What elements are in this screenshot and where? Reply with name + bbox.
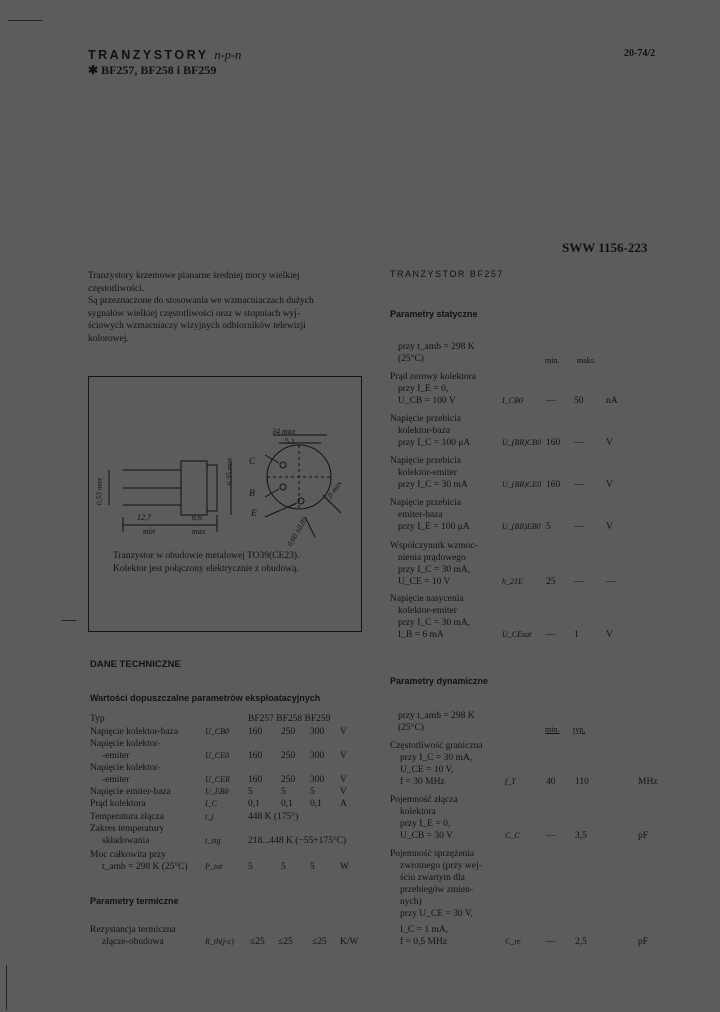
static-param-line: emiter-baza <box>398 510 443 520</box>
static-unit: V <box>606 522 613 532</box>
static-min: 160 <box>546 438 561 448</box>
limit-unit: A <box>340 799 347 809</box>
static-param-line: Prąd zerowy kolektora <box>390 372 476 382</box>
dim-127: 12,7 <box>137 513 151 522</box>
dynamic-param-line: U_CE = 10 V, <box>400 765 454 775</box>
dynamic-unit: pF <box>638 937 649 947</box>
static-max: — <box>574 577 584 587</box>
thermal-value-1: ≤25 <box>250 937 265 947</box>
dynamic-param-line: kolektora <box>400 807 436 817</box>
static-param-line: kolektor-baza <box>398 426 451 436</box>
dim-34max: 34 max <box>272 427 296 436</box>
pin-label-e: E <box>251 509 257 519</box>
static-max: 50 <box>574 396 584 406</box>
static-min: 5 <box>546 522 551 532</box>
limit-value-1: 5 <box>248 862 253 872</box>
limit-value-3: 300 <box>310 751 325 761</box>
dynamic-param-line: przy U_CE = 30 V, <box>400 909 473 919</box>
static-max: — <box>574 438 584 448</box>
norm-number: SWW 1156-223 <box>562 240 648 255</box>
limit-unit: V <box>340 727 347 737</box>
crop-mark-mid <box>62 620 76 621</box>
limit-name: Napięcie kolektor- <box>90 739 161 749</box>
static-min: 25 <box>546 577 556 587</box>
limit-name-cont: składowania <box>102 836 150 846</box>
limit-unit: V <box>340 775 347 785</box>
dynamic-param-line: ściu zwartym dla <box>400 873 465 883</box>
right-header: TRANZYSTOR BF257 <box>390 269 504 279</box>
static-param-line: przy I_E = 100 μA <box>398 522 470 532</box>
static-symbol: U_(BR)CB0 <box>502 438 542 447</box>
dynamic-param-line: Pojemność złącza <box>390 795 458 805</box>
limit-name: Napięcie emiter-baza <box>90 787 171 797</box>
types-header: Typ <box>90 714 105 724</box>
dynamic-min: — <box>546 937 556 947</box>
figure-box <box>88 376 362 632</box>
thermal-label-2: złącze-obudowa <box>102 937 164 947</box>
static-symbol: U_(BR)CE0 <box>502 480 542 489</box>
static-min: — <box>546 630 556 640</box>
static-param-line: przy I_C = 30 mA, <box>398 565 471 575</box>
limit-name: Prąd kolektora <box>90 799 146 809</box>
dynamic-param-line: f = 30 MHz <box>400 777 445 787</box>
static-unit: nA <box>606 396 618 406</box>
static-unit: — <box>606 577 616 587</box>
thermal-unit: K/W <box>340 937 359 947</box>
limit-unit: V <box>340 787 347 797</box>
limit-symbol: U_EB0 <box>205 787 229 796</box>
static-param-line: przy I_C = 100 μA <box>398 438 471 448</box>
pin-label-c: C <box>249 457 256 467</box>
dynamic-min: — <box>546 831 556 841</box>
limit-value-1: 160 <box>248 751 263 761</box>
dynamic-symbol: f_T <box>505 777 516 786</box>
limit-value-1: 0,1 <box>248 799 260 809</box>
dynamic-unit: pF <box>638 831 649 841</box>
static-unit: V <box>606 630 613 640</box>
limit-symbol: t_stg <box>205 836 221 845</box>
limit-symbol: U_CER <box>205 775 230 784</box>
dynamic-unit: MHz <box>638 777 658 787</box>
static-unit: V <box>606 480 613 490</box>
limit-name: Napięcie kolektor-baza <box>90 727 179 737</box>
dynamic-param-line: przy I_E = 0, <box>400 819 451 829</box>
static-param-line: przy I_C = 30 mA, <box>398 618 471 628</box>
static-cond-2: (25°C) <box>398 354 424 364</box>
limit-value-1: 448 K (175°) <box>248 812 299 822</box>
dynamic-param-line: Częstotliwość graniczna <box>390 741 483 751</box>
limit-symbol: P_tot <box>205 862 223 871</box>
dim-diag: 0,60 ±0,05 <box>285 515 310 548</box>
limit-name-cont: -emiter <box>102 775 130 785</box>
thermal-label-1: Rezystancja termiczna <box>90 925 176 935</box>
limit-value-3: 5 <box>310 862 315 872</box>
limit-value-2: 250 <box>281 727 296 737</box>
dynamic-extra-1: I_C = 1 mA, <box>400 925 449 935</box>
static-param-line: I_B = 6 mA <box>398 630 444 640</box>
dynamic-param-line: przebiegów zmien- <box>400 885 474 895</box>
static-max: — <box>574 522 584 532</box>
intro-line: częstotliwości. <box>88 283 145 294</box>
limits-title: Wartości dopuszczalne parametrów eksploatacyjnych <box>90 693 321 703</box>
star-icon: ✱ <box>88 63 99 77</box>
intro-line: Tranzystory krzemowe planarne średniej mocy wielkiej <box>88 271 300 281</box>
limit-value-3: 300 <box>310 775 325 785</box>
dynamic-symbol: C_re <box>505 937 521 946</box>
intro-line: kolorowej. <box>88 333 129 344</box>
static-min: — <box>546 396 556 406</box>
static-symbol: U_CEsat <box>502 630 532 639</box>
limit-value-2: 0,1 <box>281 799 293 809</box>
crop-mark-left <box>6 965 7 1010</box>
page-subtitle: ✱ BF257, BF258 i BF259 <box>88 63 217 77</box>
pin-label-b: B <box>249 489 255 499</box>
dynamic-col-min: min. <box>545 725 560 734</box>
figure-caption-2: Kolektor jest połączony elektrycznie z obudową. <box>113 564 299 574</box>
limit-symbol: I_C <box>205 799 217 808</box>
doc-code: 20-74/2 <box>624 48 656 59</box>
static-symbol: I_CB0 <box>502 396 523 405</box>
limit-value-2: 250 <box>281 775 296 785</box>
limit-name: Temperatura złącza <box>90 812 164 822</box>
static-unit: V <box>606 438 613 448</box>
types-list: BF257 BF258 BF259 <box>248 714 331 724</box>
limit-unit: W <box>340 862 349 872</box>
static-param-line: przy I_E = 0, <box>398 384 449 394</box>
dim-min: min <box>143 527 155 536</box>
dynamic-extra-2: f = 0,5 MHz <box>400 937 448 947</box>
page-title: TRANZYSTORY n-p-n <box>88 48 242 62</box>
static-param-line: kolektor-emiter <box>398 468 457 478</box>
limit-value-2: 5 <box>281 787 286 797</box>
static-max: — <box>574 480 584 490</box>
package-drawing <box>89 417 361 587</box>
dynamic-col-typ: typ. <box>573 725 586 734</box>
static-col-max: maks. <box>577 356 596 365</box>
dynamic-typ: 110 <box>575 777 589 787</box>
limit-value-2: 250 <box>281 751 296 761</box>
static-param-line: przy I_C = 30 mA <box>398 480 468 490</box>
limit-value-2: 5 <box>281 862 286 872</box>
limit-symbol: U_CB0 <box>205 727 229 736</box>
intro-line: ściowych wzmacniaczy wizyjnych odbiorników telewizji <box>88 321 306 331</box>
static-param-line: nienia prądowego <box>398 553 466 563</box>
limit-symbol: t_j <box>205 812 214 821</box>
dynamic-cond-1: przy t_amb = 298 K <box>398 711 475 721</box>
dynamic-param-line: Pojemność sprzężenia <box>390 849 475 859</box>
static-param-line: Napięcie przebicia <box>390 414 461 424</box>
thermal-symbol: R_th(j-c) <box>205 937 234 946</box>
limit-value-1: 160 <box>248 775 263 785</box>
limit-value-1: 218...448 K (−55+175°C) <box>248 836 347 846</box>
static-cond-1: przy t_amb = 298 K <box>398 342 475 352</box>
dim-45: 1,0 max <box>322 479 344 504</box>
limit-unit: V <box>340 751 347 761</box>
dynamic-param-line: zwrotnego (przy wej- <box>400 861 482 871</box>
static-param-line: Napięcie przebicia <box>390 456 461 466</box>
static-param-line: Napięcie przebicia <box>390 498 461 508</box>
dynamic-cond-2: (25°C) <box>398 723 424 733</box>
dim-max: max <box>192 527 206 536</box>
section-title-technical: DANE TECHNICZNE <box>90 659 181 670</box>
dynamic-symbol: C_C <box>505 831 520 840</box>
crop-mark-top <box>8 20 42 21</box>
static-min: 160 <box>546 480 561 490</box>
static-param-line: U_CB = 100 V <box>398 396 456 406</box>
thermal-title: Parametry termiczne <box>90 896 179 906</box>
limit-value-3: 5 <box>310 787 315 797</box>
dynamic-typ: 3,5 <box>575 831 587 841</box>
limit-name: Napięcie kolektor- <box>90 763 161 773</box>
intro-line: Są przeznaczone do stosowania we wzmacniaczach dużych <box>88 296 314 306</box>
limit-name: Zakres temperatury <box>90 824 165 834</box>
static-symbol: U_(BR)EB0 <box>502 522 541 531</box>
limit-value-3: 300 <box>310 727 325 737</box>
static-title: Parametry statyczne <box>390 309 478 319</box>
static-param-line: U_CE = 10 V <box>398 577 451 587</box>
limit-name: Moc całkowita przy <box>90 850 166 860</box>
title-type: n-p-n <box>214 48 242 62</box>
static-max: 1 <box>574 630 579 640</box>
dynamic-param-line: U_CB = 30 V <box>400 831 453 841</box>
limit-name-cont: -emiter <box>102 751 130 761</box>
static-symbol: h_21E <box>502 577 523 586</box>
dim-51: 5,1 <box>285 437 295 446</box>
dynamic-title: Parametry dynamiczne <box>390 676 489 686</box>
static-col-min: min. <box>545 356 560 365</box>
dynamic-param-line: przy I_C = 30 mA, <box>400 753 473 763</box>
limit-value-1: 160 <box>248 727 263 737</box>
dim-right: 6,35 max <box>224 457 234 486</box>
static-param-line: Napięcie nasycenia <box>390 594 464 604</box>
intro-paragraph <box>88 270 360 345</box>
thermal-value-3: ≤25 <box>312 937 327 947</box>
limit-value-3: 0,1 <box>310 799 322 809</box>
dim-left-max: 0,53 max <box>94 477 104 506</box>
static-param-line: kolektor-emiter <box>398 606 457 616</box>
dim-66: 6,6 <box>192 513 202 522</box>
figure-caption-1: Tranzystor w obudowie metalowej TO39(CE23). <box>113 551 300 561</box>
intro-line: sygnałów wielkiej częstotliwości oraz w stopniach wyj- <box>88 308 301 319</box>
static-param-line: Współczynnik wzmoc- <box>390 541 478 551</box>
limit-value-1: 5 <box>248 787 253 797</box>
dynamic-param-line: nych) <box>400 897 422 907</box>
dynamic-typ: 2,5 <box>575 937 587 947</box>
thermal-value-2: ≤25 <box>278 937 293 947</box>
limit-name-cont: t_amb = 298 K (25°C) <box>102 862 188 872</box>
dynamic-min: 40 <box>546 777 556 787</box>
limit-symbol: U_CE0 <box>205 751 229 760</box>
